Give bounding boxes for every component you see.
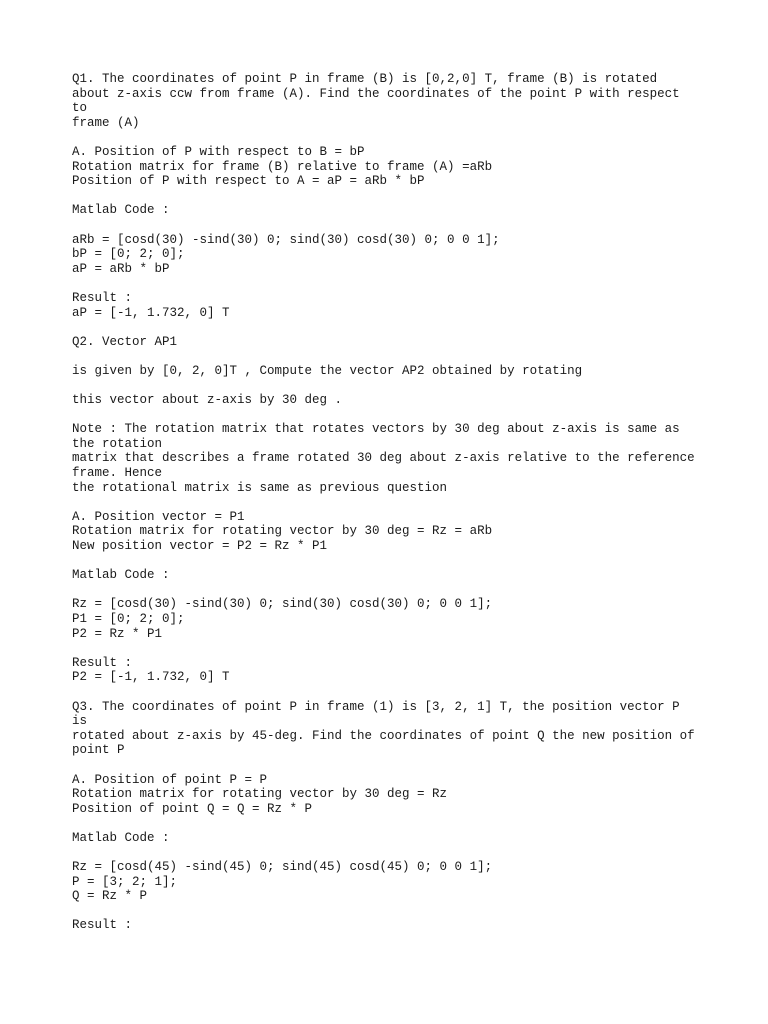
blank-line xyxy=(72,320,712,335)
blank-line xyxy=(72,378,712,393)
text-line: the rotational matrix is same as previous question xyxy=(72,480,448,495)
blank-line xyxy=(72,583,712,598)
text-line: bP = [0; 2; 0]; xyxy=(72,247,185,262)
blank-line xyxy=(72,495,712,510)
blank-line xyxy=(72,845,712,860)
blank-line xyxy=(72,189,712,204)
text-line: aP = [-1, 1.732, 0] T xyxy=(72,305,230,320)
text-line: is given by [0, 2, 0]T , Compute the vector AP2 obtained by rotating xyxy=(72,363,583,378)
text-line: this vector about z-axis by 30 deg . xyxy=(72,393,343,408)
blank-line xyxy=(72,276,712,291)
text-line: Q1. The coordinates of point P in frame (B) is [0,2,0] T, frame (B) is rotated xyxy=(72,72,658,86)
text-line: Q3. The coordinates of point P in frame (1) is [3, 2, 1] T, the position vector P xyxy=(72,699,680,714)
document-page xyxy=(72,72,712,933)
text-line: aRb = [cosd(30) -sind(30) 0; sind(30) cosd(30) 0; 0 0 1]; xyxy=(72,232,500,247)
text-line: Rz = [cosd(45) -sind(45) 0; sind(45) cosd(45) 0; 0 0 1]; xyxy=(72,860,493,875)
text-line: rotated about z-axis by 45-deg. Find the coordinates of point Q the new position of xyxy=(72,728,695,743)
text-line: Result : xyxy=(72,290,133,305)
text-line: A. Position vector = P1 xyxy=(72,509,245,524)
blank-line xyxy=(72,408,712,423)
text-line: Q2. Vector AP1 xyxy=(72,334,178,349)
blank-line xyxy=(72,816,712,831)
text-line: P = [3; 2; 1]; xyxy=(72,874,178,889)
text-line: aP = aRb * bP xyxy=(72,261,170,276)
blank-line xyxy=(72,641,712,656)
text-line: the rotation xyxy=(72,436,163,451)
text-line: P2 = [-1, 1.732, 0] T xyxy=(72,670,230,685)
text-line: Rotation matrix for frame (B) relative to frame (A) =aRb xyxy=(72,159,493,174)
text-line: point P xyxy=(72,743,125,758)
text-line: Rz = [cosd(30) -sind(30) 0; sind(30) cosd(30) 0; 0 0 1]; xyxy=(72,597,493,612)
text-line: frame (A) xyxy=(72,115,140,130)
blank-line xyxy=(72,218,712,233)
text-line: Note : The rotation matrix that rotates vectors by 30 deg about z-axis is same as xyxy=(72,422,680,437)
text-line: P2 = Rz * P1 xyxy=(72,626,163,641)
blank-line xyxy=(72,554,712,569)
text-line: Result : xyxy=(72,655,133,670)
text-line: A. Position of point P = P xyxy=(72,772,268,787)
text-line: to xyxy=(72,101,88,116)
text-line: New position vector = P2 = Rz * P1 xyxy=(72,539,328,553)
text-line: frame. Hence xyxy=(72,466,163,481)
blank-line xyxy=(72,758,712,773)
text-line: Q = Rz * P xyxy=(72,889,148,904)
text-line: Position of point Q = Q = Rz * P xyxy=(72,801,313,816)
text-line: Position of P with respect to A = aP = aRb * bP xyxy=(72,174,425,189)
blank-line xyxy=(72,349,712,364)
text-line: Matlab Code : xyxy=(72,203,170,218)
blank-line xyxy=(72,685,712,700)
text-line: Matlab Code : xyxy=(72,568,170,583)
text-line: about z-axis ccw from frame (A). Find the coordinates of the point P with respect xyxy=(72,86,680,101)
text-line: Result : xyxy=(72,918,133,933)
blank-line xyxy=(72,904,712,919)
blank-line xyxy=(72,130,712,145)
text-line: is xyxy=(72,714,88,729)
text-line: A. Position of P with respect to B = bP xyxy=(72,144,365,159)
text-line: Matlab Code : xyxy=(72,830,170,845)
text-line: Rotation matrix for rotating vector by 30 deg = Rz xyxy=(72,787,448,802)
text-line: P1 = [0; 2; 0]; xyxy=(72,611,185,626)
text-line: matrix that describes a frame rotated 30 deg about z-axis relative to the reference xyxy=(72,451,695,466)
text-line: Rotation matrix for rotating vector by 30 deg = Rz = aRb xyxy=(72,524,493,539)
